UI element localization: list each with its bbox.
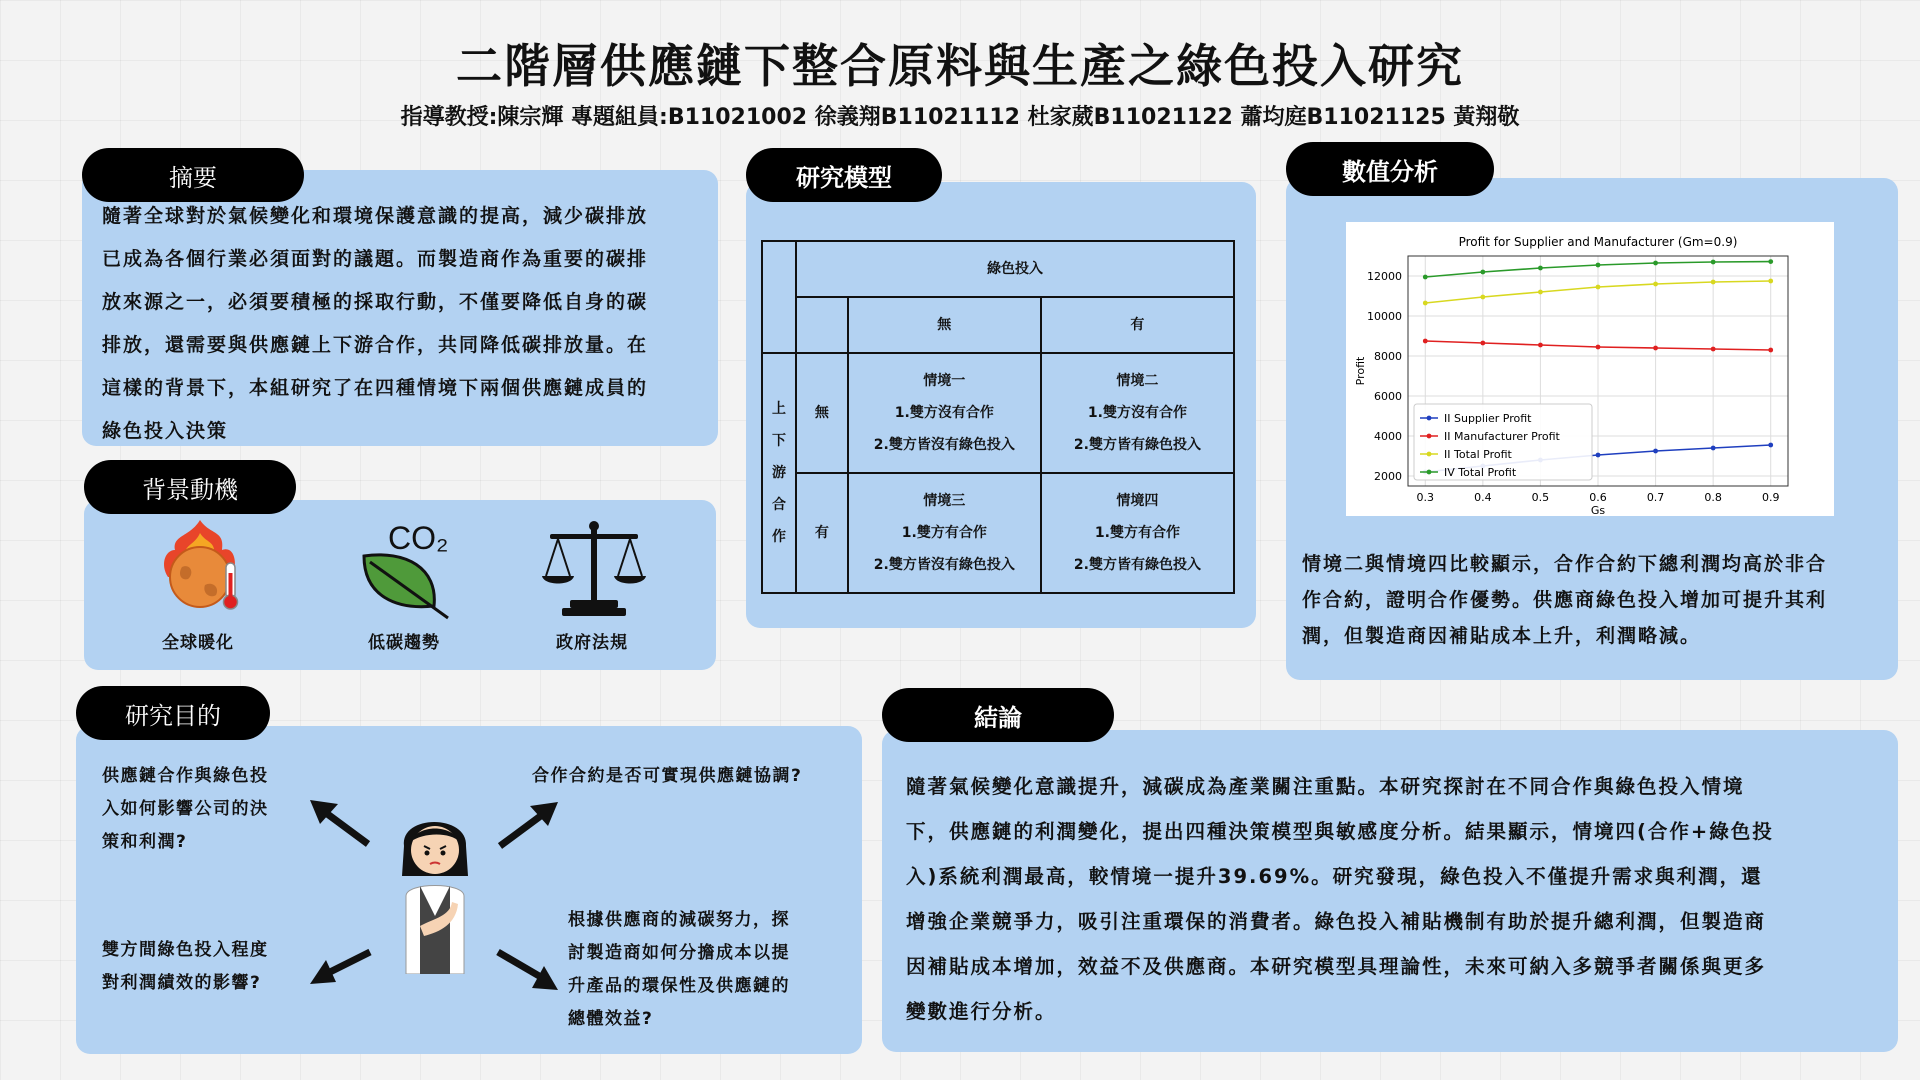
chart-ylabel: Profit xyxy=(1354,356,1367,386)
motivation-label: 背景動機 xyxy=(84,460,296,514)
motivation-item-label: 低碳趨勢 xyxy=(368,633,440,653)
analysis-line: 作合約，證明合作優勢。供應商綠色投入增加可提升其利 xyxy=(1302,589,1828,611)
scenario-title: 情境四 xyxy=(1116,493,1159,509)
chart-data-point xyxy=(1596,345,1601,350)
scenario-line: 1.雙方有合作 xyxy=(1094,525,1180,541)
chart-ytick-label: 2000 xyxy=(1374,470,1402,483)
chart-data-point xyxy=(1423,301,1428,306)
conclusion-text xyxy=(906,764,1896,1034)
chart-data-point xyxy=(1596,285,1601,290)
arrow-downright-icon xyxy=(496,948,560,994)
abstract-line: 放來源之一，必須要積極的採取行動，不僅要降低自身的碳 xyxy=(102,291,649,313)
scenario-cell xyxy=(848,473,1041,593)
purpose-line: 入如何影響公司的決 xyxy=(102,799,269,819)
purpose-label: 研究目的 xyxy=(76,686,270,740)
thinking-person-icon xyxy=(390,806,480,974)
chart-xlabel: Gs xyxy=(1590,504,1606,516)
chart-legend-marker xyxy=(1427,452,1432,457)
chart-ytick-label: 12000 xyxy=(1367,270,1402,283)
conclusion-line: 增強企業競爭力，吸引注重環保的消費者。綠色投入補貼機制有助於提升總利潤，但製造商 xyxy=(906,910,1767,933)
scenario-title: 情境二 xyxy=(1116,373,1159,389)
chart-legend-label: IV Total Profit xyxy=(1444,466,1517,479)
analysis-text xyxy=(1302,546,1892,654)
purpose-line: 討製造商如何分擔成本以提 xyxy=(568,943,790,963)
scenario-line: 2.雙方皆沒有綠色投入 xyxy=(873,557,1015,573)
abstract-line: 隨著全球對於氣候變化和環境保護意識的提高，減少碳排放 xyxy=(102,205,649,227)
purpose-line: 根據供應商的減碳努力，探 xyxy=(568,910,790,930)
scenario-line: 2.雙方皆沒有綠色投入 xyxy=(873,437,1015,453)
scenario-line: 1.雙方沒有合作 xyxy=(1087,405,1187,421)
chart-legend-marker xyxy=(1427,470,1432,475)
chart-ytick-label: 8000 xyxy=(1374,350,1402,363)
scenario-cell xyxy=(1041,473,1234,593)
abstract-line: 已成為各個行業必須面對的議題。而製造商作為重要的碳排 xyxy=(102,248,649,270)
chart-data-point xyxy=(1480,270,1485,275)
chart-data-point xyxy=(1711,347,1716,352)
scenario-line: 1.雙方有合作 xyxy=(901,525,987,541)
chart-data-point xyxy=(1711,260,1716,265)
analysis-line: 潤，但製造商因補貼成本上升，利潤略減。 xyxy=(1302,625,1702,647)
chart-data-point xyxy=(1480,341,1485,346)
abstract-label: 摘要 xyxy=(82,148,304,202)
purpose-line: 雙方間綠色投入程度 xyxy=(102,940,269,960)
chart-ytick-label: 10000 xyxy=(1367,310,1402,323)
purpose-line: 對利潤績效的影響? xyxy=(102,973,262,993)
chart-data-point xyxy=(1711,280,1716,285)
abstract-line: 綠色投入決策 xyxy=(102,420,229,442)
chart-title: Profit for Supplier and Manufacturer (Gm=0.9) xyxy=(1458,235,1738,249)
purpose-line: 升產品的環保性及供應鏈的 xyxy=(568,976,790,996)
purpose-question-4 xyxy=(568,904,858,1036)
scales-icon xyxy=(540,518,648,618)
chart-xtick-label: 0.7 xyxy=(1646,491,1665,504)
chart-data-point xyxy=(1480,295,1485,300)
model-col-yes: 有 xyxy=(1041,297,1234,353)
chart-data-point xyxy=(1653,261,1658,266)
analysis-label: 數值分析 xyxy=(1286,142,1494,196)
conclusion-line: 變數進行分析。 xyxy=(906,1000,1057,1023)
model-row-yes: 有 xyxy=(796,473,848,593)
conclusion-line: 隨著氣候變化意識提升，減碳成為產業關注重點。本研究探討在不同合作與綠色投入情境 xyxy=(906,775,1745,798)
model-side-char: 下 xyxy=(771,433,786,449)
model-col-no: 無 xyxy=(848,297,1041,353)
conclusion-line: 入)系統利潤最高，較情境一提升39.69%。研究發現，綠色投入不僅提升需求與利潤，還 xyxy=(906,865,1763,888)
purpose-question-2: 合作合約是否可實現供應鏈協調? xyxy=(532,766,803,786)
chart-data-point xyxy=(1768,279,1773,284)
chart-container xyxy=(1346,222,1834,516)
chart-xtick-label: 0.3 xyxy=(1416,491,1435,504)
chart-legend-label: II Supplier Profit xyxy=(1444,412,1532,425)
chart-xtick-label: 0.8 xyxy=(1704,491,1722,504)
poster-title: 二階層供應鏈下整合原料與生產之綠色投入研究 xyxy=(456,39,1464,93)
model-green-header: 綠色投入 xyxy=(796,241,1234,297)
model-side-char: 合 xyxy=(771,497,786,513)
conclusion-line: 因補貼成本增加，效益不及供應商。本研究模型具理論性，未來可納入多競爭者關係與更多 xyxy=(906,955,1767,978)
chart-data-point xyxy=(1538,290,1543,295)
chart-legend-marker xyxy=(1427,416,1432,421)
chart-data-point xyxy=(1653,449,1658,454)
analysis-line: 情境二與情境四比較顯示，合作合約下總利潤均高於非合 xyxy=(1302,553,1828,575)
purpose-question-1 xyxy=(102,760,322,859)
poster-subtitle: 指導教授:陳宗輝 專題組員:B11021002 徐義翔B11021112 杜家葳B11021122 蕭均庭B11021125 黃翔敬 xyxy=(400,105,1520,130)
profit-chart xyxy=(1346,222,1834,516)
abstract-line: 排放，還需要與供應鏈上下游合作，共同降低碳排放量。在 xyxy=(102,334,649,356)
model-row-no: 無 xyxy=(796,353,848,473)
chart-data-point xyxy=(1653,282,1658,287)
model-side-header xyxy=(762,353,796,593)
chart-legend-label: II Total Profit xyxy=(1444,448,1512,461)
motivation-item-label: 政府法規 xyxy=(556,633,628,653)
scenario-line: 1.雙方沒有合作 xyxy=(894,405,994,421)
conclusion-line: 下，供應鏈的利潤變化，提出四種決策模型與敏感度分析。結果顯示，情境四(合作+綠色投 xyxy=(906,820,1774,843)
chart-xtick-label: 0.5 xyxy=(1531,491,1550,504)
arrow-upleft-icon xyxy=(308,798,372,848)
scenario-line: 2.雙方皆有綠色投入 xyxy=(1073,557,1201,573)
abstract-line: 這樣的背景下，本組研究了在四種情境下兩個供應鏈成員的 xyxy=(102,377,649,399)
arrow-upright-icon xyxy=(496,800,560,850)
chart-data-point xyxy=(1423,275,1428,280)
chart-legend-label: II Manufacturer Profit xyxy=(1444,430,1560,443)
model-label: 研究模型 xyxy=(746,148,942,202)
model-side-char: 上 xyxy=(771,401,786,417)
chart-data-point xyxy=(1653,346,1658,351)
scenario-cell xyxy=(1041,353,1234,473)
chart-xtick-label: 0.9 xyxy=(1761,491,1780,504)
model-side-char: 游 xyxy=(771,465,786,481)
globe-fire-icon xyxy=(150,515,250,615)
chart-data-point xyxy=(1423,339,1428,344)
chart-data-point xyxy=(1711,446,1716,451)
purpose-line: 策和利潤? xyxy=(102,832,188,852)
scenario-line: 2.雙方皆有綠色投入 xyxy=(1073,437,1201,453)
chart-ytick-label: 6000 xyxy=(1374,390,1402,403)
scenario-cell xyxy=(848,353,1041,473)
chart-data-point xyxy=(1596,263,1601,268)
chart-data-point xyxy=(1538,343,1543,348)
model-table xyxy=(761,240,1235,594)
purpose-question-3 xyxy=(102,934,322,1000)
chart-data-point xyxy=(1768,443,1773,448)
model-subcorner xyxy=(796,297,848,353)
co2-leaf-icon xyxy=(356,548,456,620)
model-corner xyxy=(762,241,796,353)
co2-text: CO₂ xyxy=(388,520,449,556)
abstract-text xyxy=(102,195,702,453)
chart-data-point xyxy=(1768,259,1773,264)
purpose-line: 總體效益? xyxy=(568,1009,654,1029)
scenario-title: 情境一 xyxy=(923,373,966,389)
chart-ytick-label: 4000 xyxy=(1374,430,1402,443)
chart-xtick-label: 0.6 xyxy=(1589,491,1607,504)
chart-data-point xyxy=(1596,453,1601,458)
scenario-title: 情境三 xyxy=(923,493,966,509)
chart-legend-marker xyxy=(1427,434,1432,439)
model-side-char: 作 xyxy=(771,529,786,545)
chart-data-point xyxy=(1538,266,1543,271)
conclusion-label: 結論 xyxy=(882,688,1114,742)
motivation-item-label: 全球暖化 xyxy=(162,633,234,653)
chart-data-point xyxy=(1768,348,1773,353)
purpose-line: 供應鏈合作與綠色投 xyxy=(102,766,269,786)
chart-xtick-label: 0.4 xyxy=(1474,491,1492,504)
arrow-downleft-icon xyxy=(308,948,372,988)
